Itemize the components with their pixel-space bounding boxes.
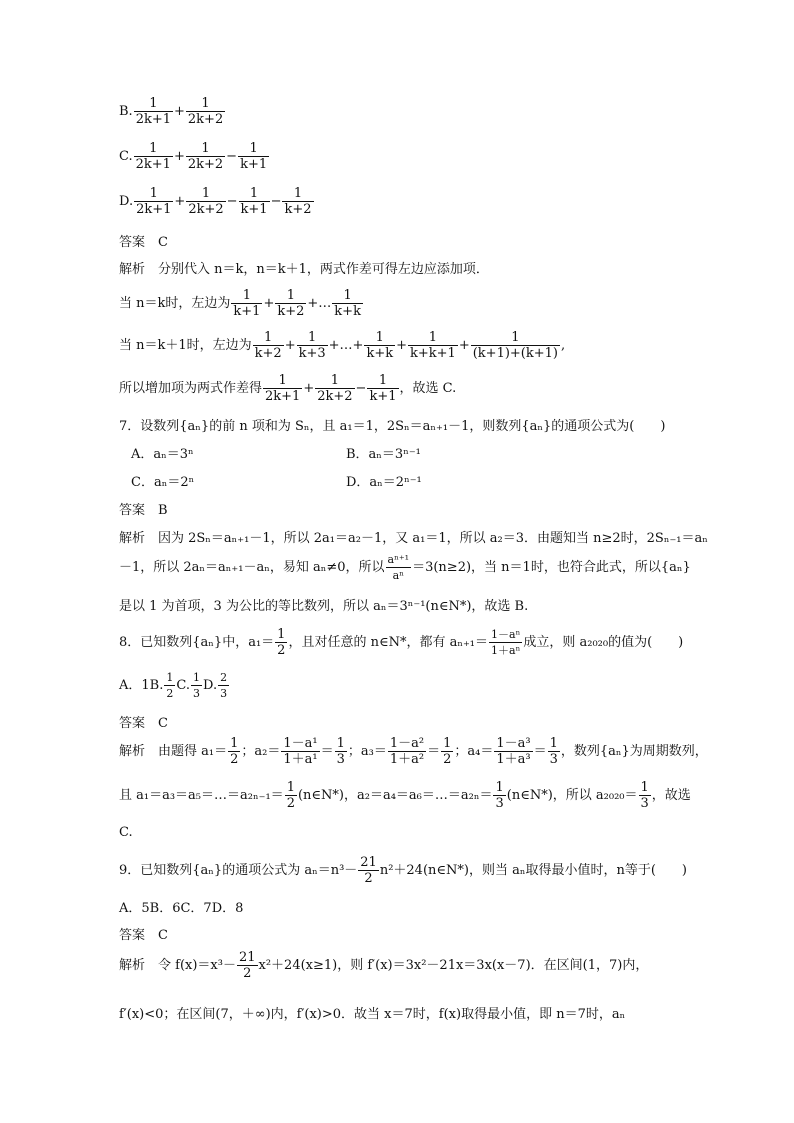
answer-9: 答案 C [119, 928, 168, 943]
fraction: $\frac{21}{2}$ [238, 950, 256, 981]
explanation-6-line3: 当 n＝k＋1时，左边为 $\frac{1}{k+2}$ + $\frac{1}{k+3}$ +…+ $\frac{1}{k+k}$ + $\frac{1}{k+k+1}$ + $\frac{1}{(k+1)+(k+1)}$ , [119, 330, 566, 361]
fraction: $\frac{1}{k+k+1}$ [410, 330, 456, 361]
fraction: $\frac{\text{1－a²}}{\text{1＋a²}}$ [389, 736, 425, 767]
explanation-9-line1: 解析 令 f(x)＝x³－ $\frac{21}{2}$ x²＋24(x≥1)，则 f′(x)＝3x²－21x＝3x(x－7)．在区间(1，7)内， [119, 950, 649, 981]
answer-7: 答案 B [119, 503, 168, 518]
explanation-8-line1: 解析 由题得 a₁＝ $\frac{1}{2}$ ；a₂＝ $\frac{\text{1－a¹}}{\text{1＋a¹}}$ ＝ $\frac{1}{3}$ ；a₃＝ $\frac{\text{1－a²}}{\text{1＋a²}}$ ＝ $\frac{1}{2}$ ；a₄＝ $\frac{\text{1－a³}}{\text{1＋a³}}$ ＝ $\frac{1}{3}$ ，数列{aₙ}为周期数列， [119, 736, 708, 767]
option-b: B. $\frac{1}{2k+1}$ + $\frac{1}{2k+2}$ [119, 96, 224, 127]
option-d: D. $\frac{1}{2k+1}$ + $\frac{1}{2k+2}$ − $\frac{1}{k+1}$ − $\frac{1}{k+2}$ [119, 186, 312, 217]
answer-6: 答案 C [119, 235, 168, 250]
fraction: $\frac{1}{k+3}$ [298, 330, 326, 361]
fraction: $\frac{1}{2k+1}$ [265, 373, 301, 404]
question-8-options: A．1B. $\frac{1}{2}$ C. $\frac{1}{3}$ D. $\frac{2}{3}$ [119, 671, 228, 700]
fraction: $\frac{1}{3}$ [336, 736, 345, 767]
fraction: $\frac{1}{2}$ [286, 780, 295, 811]
fraction: $\frac{1}{2k+2}$ [187, 141, 224, 172]
fraction: $\frac{1}{2k+1}$ [135, 141, 171, 172]
answer-8: 答案 C [119, 716, 168, 731]
fraction: $\frac{1}{k+k}$ [366, 330, 394, 361]
fraction: $\frac{21}{2}$ [360, 855, 377, 886]
fraction: $\frac{1}{k+k}$ [334, 288, 361, 319]
fraction: $\frac{1}{2k+2}$ [188, 186, 224, 217]
explanation-6-line2: 当 n＝k时，左边为 $\frac{1}{k+1}$ + $\frac{1}{k+2}$ +… $\frac{1}{k+k}$ [119, 288, 361, 319]
fraction: $\frac{\text{1－a¹}}{\text{1＋a¹}}$ [283, 736, 318, 767]
fraction: $\frac{2}{3}$ [220, 671, 228, 700]
fraction: $\frac{1}{2k+2}$ [187, 96, 224, 127]
fraction: $\frac{1}{2}$ [443, 736, 452, 767]
fraction: $\frac{\text{1－aⁿ}}{\text{1＋aⁿ}}$ [491, 628, 521, 657]
question-7-option-b: B．aₙ＝3ⁿ⁻¹ [346, 447, 421, 462]
explanation-6-line4: 所以增加项为两式作差得 $\frac{1}{2k+1}$ + $\frac{1}{2k+2}$ − $\frac{1}{k+1}$ ，故选 C. [119, 373, 457, 404]
question-7-option-c: C．aₙ＝2ⁿ [131, 475, 195, 490]
explanation-7-line3: 是以 1 为首项，3 为公比的等比数列，所以 aₙ＝3ⁿ⁻¹(n∈N*)，故选 B. [119, 599, 529, 614]
fraction: $\frac{\text{aⁿ⁺¹}}{\text{aⁿ}}$ [387, 553, 410, 582]
fraction: $\frac{1}{3}$ [495, 780, 504, 811]
fraction: $\frac{1}{2}$ [230, 736, 239, 767]
fraction: $\frac{1}{(k+1)+(k+1)}$ [472, 330, 558, 361]
explanation-7-line2: －1，所以 2aₙ＝aₙ₊₁－aₙ，易知 aₙ≠0，所以 $\frac{\text{aⁿ⁺¹}}{\text{aⁿ}}$ ＝3(n≥2)，当 n＝1时，也符合此式，所以{aₙ} [119, 553, 691, 582]
explanation-8-line2: 且 a₁＝a₃＝a₅＝…＝a₂ₙ₋₁＝ $\frac{1}{2}$ (n∈N*)，a₂＝a₄＝a₆＝…＝a₂ₙ＝ $\frac{1}{3}$ (n∈N*)，所以 a₂₀₂₀＝ $\frac{1}{3}$ ，故选 [119, 780, 691, 811]
fraction: $\frac{1}{k+1}$ [369, 373, 397, 404]
question-8-stem: 8．已知数列{aₙ}中，a₁＝ $\frac{1}{2}$ ，且对任意的 n∈N*，都有 aₙ₊₁＝ $\frac{\text{1－aⁿ}}{\text{1＋aⁿ}}$ 成立，则 a₂₀₂₀的值为( ) [119, 627, 684, 658]
fraction: $\frac{1}{2k+1}$ [135, 96, 171, 127]
explanation-7-line1: 解析 因为 2Sₙ＝aₙ₊₁－1，所以 2a₁＝a₂－1，又 a₁＝1，所以 a₂＝3．由题知当 n≥2时，2Sₙ₋₁＝aₙ [119, 531, 708, 546]
fraction: $\frac{1}{k+1}$ [233, 288, 261, 319]
fraction: $\frac{1}{3}$ [192, 671, 200, 700]
fraction: $\frac{\text{1－a³}}{\text{1＋a³}}$ [496, 736, 531, 767]
fraction: $\frac{1}{2}$ [166, 671, 174, 700]
explanation-8-line3: C. [119, 825, 133, 840]
question-9-stem: 9．已知数列{aₙ}的通项公式为 aₙ＝n³－ $\frac{21}{2}$ n²＋24(n∈N*)，则当 aₙ取得最小值时，n等于( ) [119, 855, 687, 886]
fraction: $\frac{1}{2k+2}$ [317, 373, 353, 404]
question-7-option-a: A．aₙ＝3ⁿ [131, 447, 194, 462]
explanation-9-line2: f′(x)<0；在区间(7，＋∞)内，f′(x)>0．故当 x＝7时，f(x)取得最小值，即 n＝7时，aₙ [119, 1007, 626, 1022]
question-7-stem: 7．设数列{aₙ}的前 n 项和为 Sₙ，且 a₁＝1，2Sₙ＝aₙ₊₁－1，则数列{aₙ}的通项公式为( ) [119, 419, 666, 434]
fraction: $\frac{1}{k+2}$ [284, 186, 312, 217]
explanation-6-line1: 解析 分别代入 n＝k，n＝k＋1，两式作差可得左边应添加项． [119, 262, 489, 277]
fraction: $\frac{1}{k+1}$ [240, 186, 268, 217]
option-c: C. $\frac{1}{2k+1}$ + $\frac{1}{2k+2}$ − $\frac{1}{k+1}$ [119, 141, 268, 172]
fraction: $\frac{1}{k+2}$ [254, 330, 282, 361]
fraction: $\frac{1}{2k+1}$ [136, 186, 172, 217]
fraction: $\frac{1}{3}$ [549, 736, 558, 767]
fraction: $\frac{1}{3}$ [640, 780, 649, 811]
fraction: $\frac{1}{k+2}$ [277, 288, 305, 319]
fraction: $\frac{1}{k+1}$ [240, 141, 268, 172]
question-7-option-d: D．aₙ＝2ⁿ⁻¹ [346, 475, 422, 490]
question-9-options: A．5B．6C．7D．8 [119, 901, 244, 916]
fraction: $\frac{1}{2}$ [277, 627, 286, 658]
